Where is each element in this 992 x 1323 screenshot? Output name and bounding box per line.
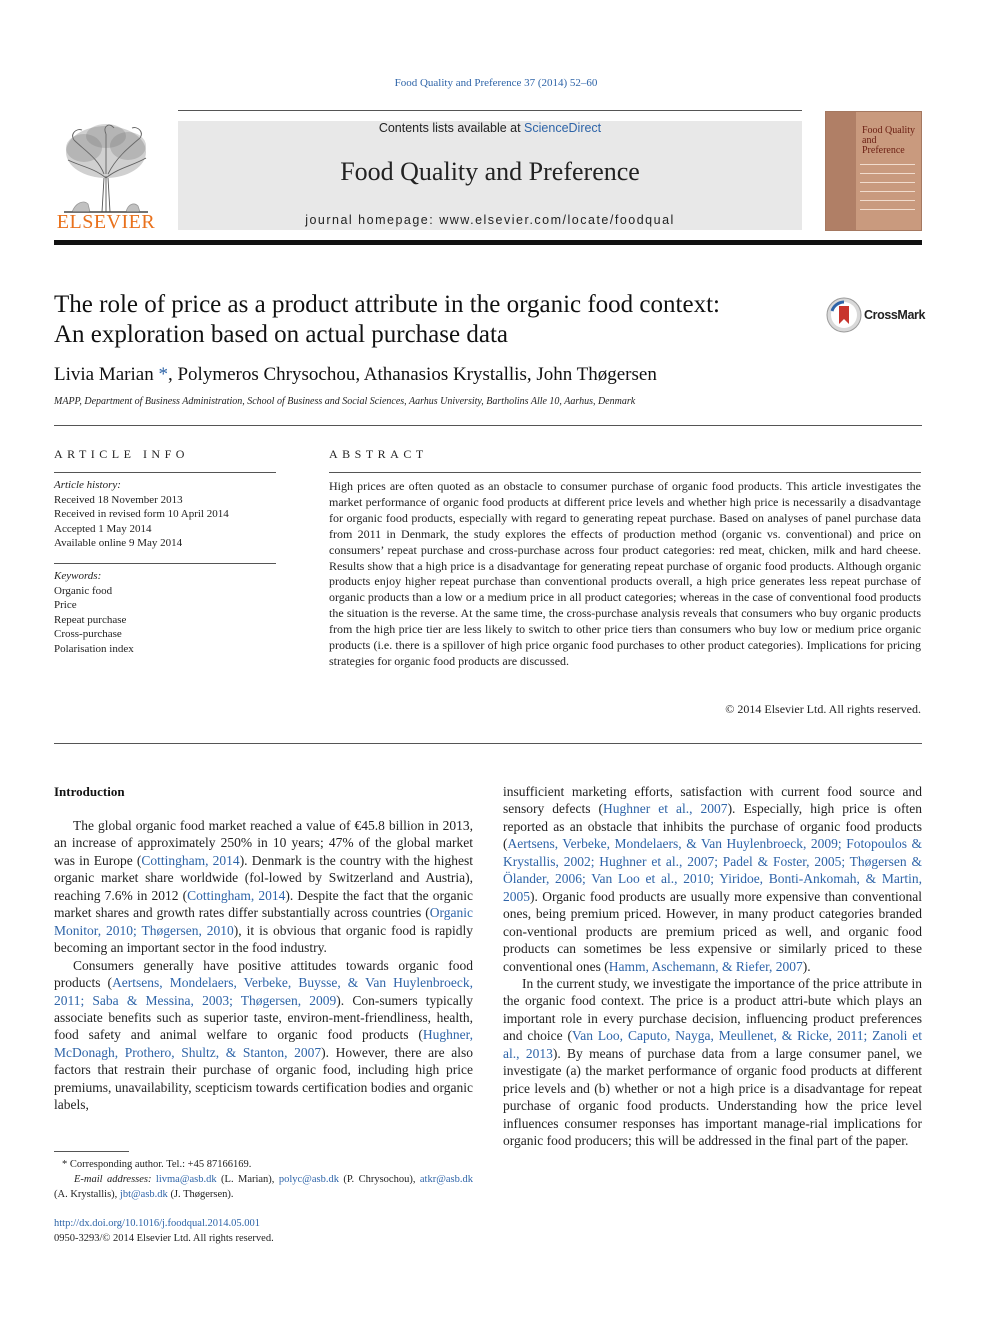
text-run: ). By means of purchase data from a large consumer panel, we investigate (a) the market performance of organic food products at different price levels and (b) whether or not a high price is a disadvantage for repeat purchase of organic food products. Understanding how the price level influences consumer responses has important manage-rial implications for organic food producers; this will be addressed in the final part of the paper. — [503, 1045, 923, 1149]
sciencedirect-link[interactable]: ScienceDirect — [524, 121, 602, 135]
history-received: Received 18 November 2013 — [54, 493, 183, 506]
keywords — [54, 569, 276, 656]
citation-link[interactable]: Van Loo, Caputo, Nayga, Meullenet, & Ricke, 2011; Zanoli et al., 2013 — [503, 1028, 922, 1061]
journal-citation[interactable]: Food Quality and Preference 37 (2014) 52–60 — [394, 77, 598, 89]
email-link[interactable]: jbt@asb.dk — [119, 1189, 168, 1200]
history-online: Available online 9 May 2014 — [54, 537, 183, 549]
keywords-rule — [54, 563, 276, 564]
cover-text-lines — [860, 164, 915, 218]
text-run: ). However, there are also factors that restrain their purchase of organic food, including high price premiums, unavailability, scepticism towards certification bodies and organic labels, — [54, 1044, 473, 1113]
journal-cover-image[interactable] — [825, 111, 922, 231]
header-thick-rule — [54, 240, 922, 245]
text-run: The global organic food market reached a value of €45.8 billion in 2013, an increase of approximately 250% in 10 years; 47% of the global market was in Europe ( — [54, 818, 473, 868]
article-title — [54, 290, 814, 350]
citation-link[interactable]: Cottingham, 2014 — [141, 852, 240, 868]
tree-icon — [54, 118, 158, 214]
email-owner: (A. Krystallis), — [54, 1189, 120, 1200]
paragraph — [503, 783, 922, 975]
keyword: Price — [54, 599, 77, 611]
email-label: E-mail addresses: — [74, 1174, 156, 1185]
paragraph — [54, 817, 473, 957]
history-revised: Received in revised form 10 April 2014 — [54, 508, 229, 520]
abstract-end-rule — [54, 743, 922, 744]
text-run: ). Organic food products are usually more expensive than conventional ones, being premium priced. However, in many product categories branded con-ventional products are premium priced as well, and organic food products can sometimes be less expensive or similarly priced to these conventional ones ( — [503, 888, 922, 974]
citation-link[interactable]: Hughner, McDonagh, Prothero, Shultz, & Stanton, 2007 — [54, 1027, 473, 1060]
corresponding-author-mark[interactable]: * — [153, 364, 168, 385]
doi-link[interactable]: http://dx.doi.org/10.1016/j.foodqual.2014.05.001 — [54, 1218, 261, 1229]
paragraph — [54, 957, 473, 1114]
email-owner: (J. Thøgersen). — [167, 1189, 234, 1200]
text-run: ). Denmark is the country with the highest organic market share worldwide (fol-lowed by Switzerland and Austria), reaching 7.6% in 2012 ( — [54, 852, 474, 903]
affiliation: MAPP, Department of Business Administration, School of Business and Social Sciences, Aarhus University, Bartholins Alle 10, Aarhus, Denmark — [54, 396, 636, 407]
publisher-name: ELSEVIER — [56, 211, 156, 233]
text-run: ). Despite the fact that the organic market shares and growth rates differ substantially across countries ( — [54, 887, 473, 921]
keyword: Polarisation index — [54, 642, 134, 655]
title-line-2: An exploration based on actual purchase data — [54, 321, 508, 348]
text-run: insufficient marketing efforts, satisfaction with current food source and sensory defects ( — [503, 784, 922, 817]
abstract-rule — [329, 472, 921, 473]
doi-block — [54, 1217, 274, 1246]
contents-line — [178, 121, 802, 135]
title-line-1: The role of price as a product attribute in the organic food context: — [54, 291, 720, 318]
header-top-rule — [178, 110, 802, 111]
abstract-text: High prices are often quoted as an obstacle to consumer purchase of organic food products. This article investigates the market performance of organic food products at different price levels and whether high price is necessarily a disadvantage for organic food products, especially with regard to generating repeat purchase. Based on analyses of panel purchase data from 2011 in Denmark, the study explores the effects of production method (organic vs. conventional) and price on consumers’ repeat purchase and cross-purchase across four product categories: red meat, chicken, milk and hard cheese. Results show that a high price is a disadvantage for generating repeat purchase of organic food products. Although organic products enjoy higher repeat purchase than conventional products overall, a high price generates less repeat purchase of organic products than a low or a medium price in all product categories; whereas in the case of conventional food products the situation is the reverse. At the same time, the cross-purchase analysis reveals that consumers who buy organic products from the high price tier are less likely to switch to other price tiers than consumers who buy low or medium price organic products (i.e. there is a spillover of high price organic food purchases to other product categories). Implications for pricing strategies for organic food products are discussed. — [329, 479, 921, 668]
citation-link[interactable]: Cottingham, 2014 — [187, 887, 286, 903]
section-heading-introduction: Introduction — [54, 784, 125, 799]
citation-link[interactable]: Hughner et al., 2007 — [603, 801, 728, 817]
left-column — [54, 817, 473, 1114]
cover-title: Food Quality and Preference — [862, 125, 916, 156]
email-link[interactable]: atkr@asb.dk — [419, 1174, 474, 1185]
affiliation-rule — [54, 425, 922, 426]
right-column — [503, 783, 922, 1150]
email-addresses — [54, 1172, 473, 1202]
crossmark-label: CrossMark — [864, 308, 926, 322]
article-history — [54, 478, 276, 551]
citation-link[interactable]: Aertsens, Mondelaers, Verbeke, Buysse, & Van Huylenbroeck, 2011; Saba & Messina, 2003; Thøgersen, 2009 — [54, 975, 473, 1008]
keyword: Repeat purchase — [54, 613, 127, 626]
abstract-heading: ABSTRACT — [329, 447, 428, 461]
journal-title: Food Quality and Preference — [340, 157, 640, 186]
citation-link[interactable]: Aertsens, Verbeke, Mondelaers, & Van Huylenbroeck, 2009; Fotopoulos & Krystallis, 2002; Hughner et al., 2007; Padel & Foster, 2005; Thøgersen & Ölander, 2006; Van Loo et al., 2010; Yiridoe, Bonti-Ankomah, & Martin, 2005 — [503, 836, 922, 904]
text-run: ). — [802, 958, 811, 974]
author-list — [54, 364, 657, 386]
text-run: ). Con-sumers typically associate benefits such as superior taste, environ-ment-friendliness, health, food safety and animal welfare to organic food products ( — [54, 992, 473, 1043]
cover-strip — [826, 112, 856, 230]
text-run: Consumers generally have positive attitudes towards organic food products ( — [54, 957, 473, 991]
footnote-rule — [54, 1151, 129, 1152]
crossmark-badge[interactable] — [826, 297, 926, 335]
keyword: Cross-purchase — [54, 628, 122, 640]
text-run: ). Especially, high price is often reported as an obstacle that inhibits the purchase of organic food products ( — [503, 801, 922, 852]
email-owner: (L. Marian), — [216, 1174, 279, 1185]
citation-link[interactable]: Hamm, Aschemann, & Riefer, 2007 — [608, 958, 803, 974]
elsevier-tree-logo[interactable] — [54, 118, 158, 236]
keyword: Organic food — [54, 584, 113, 597]
abstract-copyright: © 2014 Elsevier Ltd. All rights reserved. — [725, 702, 921, 716]
article-info-rule — [54, 472, 276, 473]
citation-link[interactable]: Organic Monitor, 2010; Thøgersen, 2010 — [54, 905, 473, 938]
author-name: Livia Marian — [54, 364, 154, 385]
other-authors: , Polymeros Chrysochou, Athanasios Krystallis, John Thøgersen — [167, 364, 657, 385]
corresponding-author-note: * Corresponding author. Tel.: +45 87166169. — [62, 1159, 252, 1170]
email-owner: (P. Chrysochou), — [338, 1174, 416, 1185]
article-info-heading: ARTICLE INFO — [54, 447, 189, 461]
text-run: ), it is obvious that organic food is rapidly becoming an important sector in the food industry. — [54, 922, 473, 956]
email-link[interactable]: polyc@asb.dk — [278, 1174, 339, 1185]
keywords-label: Keywords: — [54, 570, 102, 582]
email-link[interactable]: livma@asb.dk — [155, 1174, 217, 1185]
history-accepted: Accepted 1 May 2014 — [54, 522, 152, 535]
crossmark-icon — [826, 297, 862, 333]
contents-prefix: Contents lists available at — [378, 121, 525, 135]
history-label: Article history: — [54, 479, 121, 491]
journal-banner — [178, 121, 802, 230]
paragraph — [503, 975, 922, 1150]
journal-homepage[interactable]: journal homepage: www.elsevier.com/locate/foodqual — [305, 213, 675, 227]
issn-line: 0950-3293/© 2014 Elsevier Ltd. All rights reserved. — [54, 1232, 274, 1244]
text-run: In the current study, we investigate the importance of the price attribute in the organic food context. The price is a product attri-bute which plays an important role in every purchase decision, influencing product preferences and choice ( — [503, 975, 922, 1044]
